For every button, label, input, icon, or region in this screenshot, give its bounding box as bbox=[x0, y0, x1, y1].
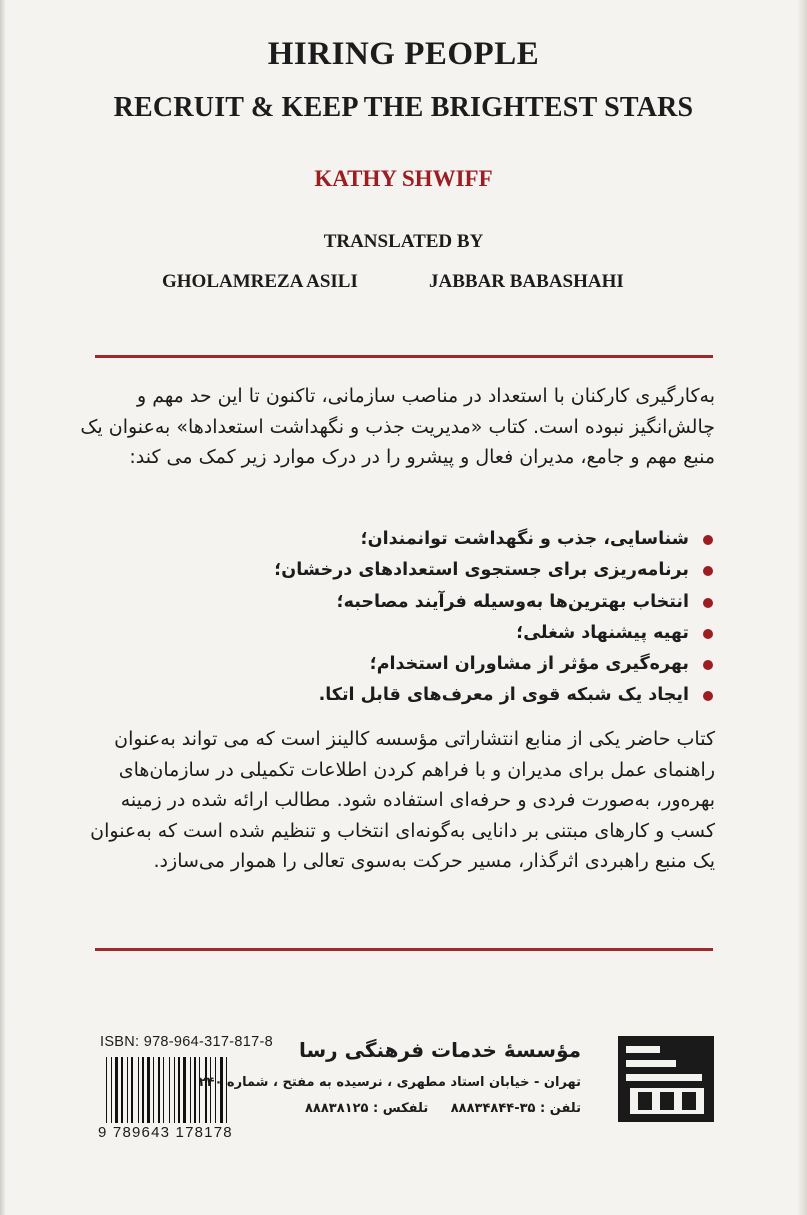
list-item: بهره‌گیری مؤثر از مشاوران استخدام؛ bbox=[153, 649, 713, 680]
feature-list bbox=[153, 524, 713, 712]
translated-by-label: TRANSLATED BY bbox=[323, 231, 484, 252]
book-subtitle: RECRUIT & KEEP THE BRIGHTEST STARS bbox=[113, 92, 694, 123]
intro-paragraph bbox=[75, 381, 715, 473]
list-item: انتخاب بهترین‌ها به‌وسیله فرآیند مصاحبه؛ bbox=[153, 587, 713, 618]
closing-paragraph bbox=[75, 724, 715, 877]
bullet-dot-icon bbox=[703, 691, 713, 701]
bullet-dot-icon bbox=[703, 566, 713, 576]
list-item: برنامه‌ریزی برای جستجوی استعدادهای درخشان؛ bbox=[153, 555, 713, 586]
bullet-dot-icon bbox=[703, 598, 713, 608]
publisher-contact bbox=[287, 1101, 581, 1116]
bullet-dot-icon bbox=[703, 535, 713, 545]
translator-1: GHOLAMREZA ASILI bbox=[162, 271, 358, 292]
bullet-dot-icon bbox=[703, 660, 713, 670]
list-item: شناسایی، جذب و نگهداشت توانمندان؛ bbox=[153, 524, 713, 555]
book-title: HIRING PEOPLE bbox=[267, 36, 540, 72]
publisher-fax: تلفکس : ۸۸۸۳۸۱۲۵ bbox=[304, 1101, 429, 1116]
closing-text: کتاب حاضر یکی از منابع انتشاراتی مؤسسه کالینز است که می تواند به‌عنوان راهنمای عمل برای مدیران و با فراهم کردن اطلاعات تکمیلی در سازمان‌های بهره‌ور، به‌صورت فردی و حرفه‌ای استفاده شود. مطالب ارائه شده در زمینه کسب و کارهای مبتنی بر دانایی به‌گونه‌ای انتخاب و تنظیم شده است که به‌عنوان یک منبع راهبردی اثرگذار، مسیر حرکت به‌سوی تعالی را هموار می‌سازد. bbox=[90, 728, 715, 872]
translator-2: JABBAR BABASHAHI bbox=[429, 271, 624, 292]
barcode-digits: 9 789643 178178 bbox=[98, 1124, 270, 1141]
author-name: KATHY SHWIFF bbox=[314, 166, 493, 191]
publisher-logo-icon bbox=[618, 1036, 714, 1122]
divider-top bbox=[95, 355, 713, 358]
divider-bottom bbox=[95, 948, 713, 951]
list-item: تهیه پیشنهاد شغلی؛ bbox=[153, 618, 713, 649]
isbn-label: ISBN: 978-964-317-817-8 bbox=[100, 1034, 273, 1050]
bullet-dot-icon bbox=[703, 629, 713, 639]
list-item: ایجاد یک شبکه قوی از معرف‌های قابل اتکا. bbox=[153, 680, 713, 711]
publisher-phone: تلفن : ۳۵-۸۸۸۳۴۸۴۴ bbox=[450, 1101, 581, 1116]
publisher-address: تهران - خیابان استاد مطهری ، نرسیده به مفتح ، شماره ۲۴۰ bbox=[198, 1075, 581, 1090]
publisher-name: مؤسسهٔ خدمات فرهنگی رسا bbox=[298, 1038, 581, 1062]
intro-text: به‌کارگیری کارکنان با استعداد در مناصب سازمانی، تاکنون تا این حد مهم و چالش‌انگیز نبوده است. کتاب «مدیریت جذب و نگهداشت استعدادها» به‌عنوان یک منبع مهم و جامع، مدیران فعال و پیشرو را در درک موارد زیر کمک می کند: bbox=[80, 385, 715, 468]
